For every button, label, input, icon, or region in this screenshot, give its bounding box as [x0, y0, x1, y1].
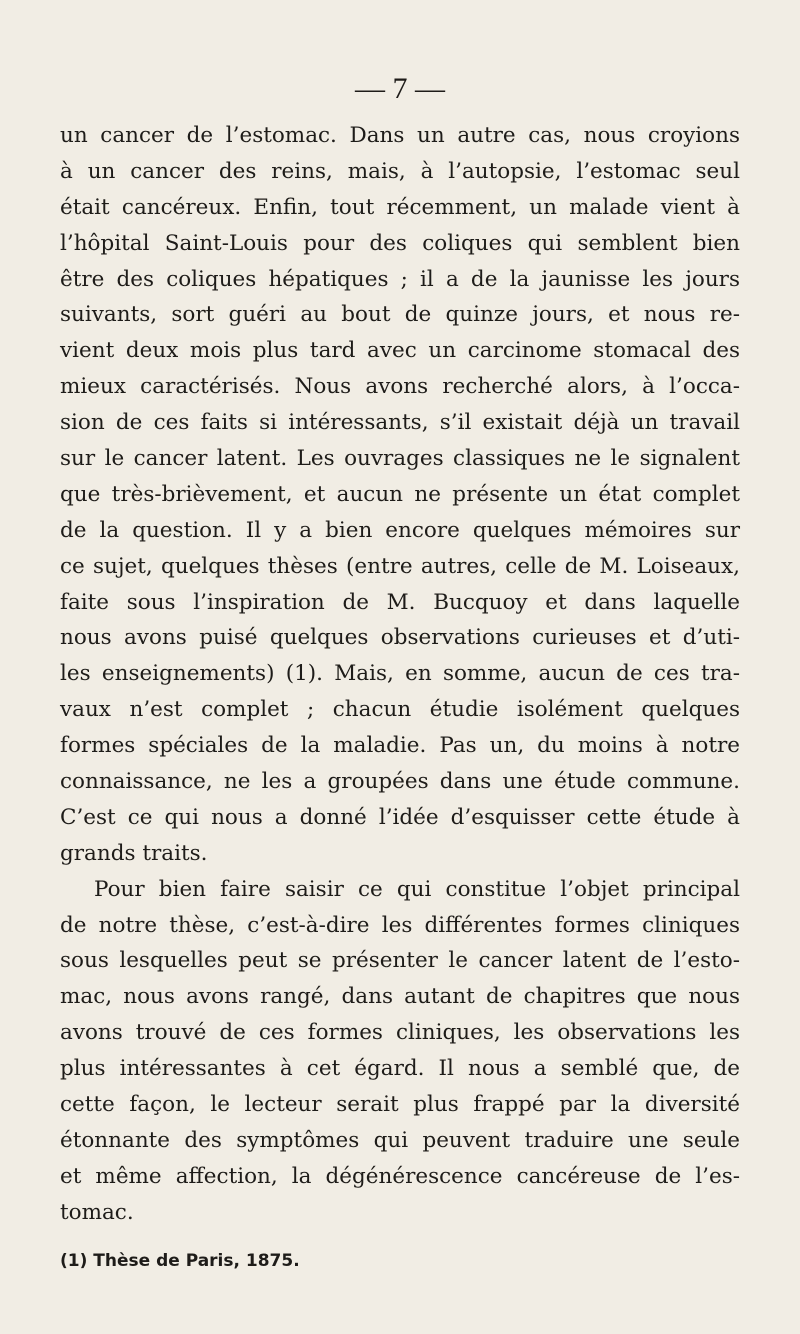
text-line: les enseignements) (1). Mais, en somme, aucun de ces tra- — [60, 661, 740, 687]
text-line: ce sujet, quelques thèses (entre autres, celle de M. Loiseaux, — [60, 553, 740, 579]
text-line: étonnante des symptômes qui peuvent traduire une seule — [60, 1127, 740, 1153]
text-line: sous lesquelles peut se présenter le cancer latent de l’esto- — [60, 948, 740, 974]
text-line: suivants, sort guéri au bout de quinze jours, et nous re- — [60, 302, 740, 328]
text-line: C’est ce qui nous a donné l’idée d’esquisser cette étude à — [60, 804, 740, 830]
text-line: sion de ces faits si intéressants, s’il existait déjà un travail — [60, 410, 740, 436]
text-line: l’hôpital Saint-Louis pour des coliques qui semblent bien — [60, 230, 740, 256]
footnote: (1) Thèse de Paris, 1875. — [60, 1251, 300, 1271]
paragraph-end-line: grands traits. — [60, 840, 208, 866]
text-line: à un cancer des reins, mais, à l’autopsie, l’estomac seul — [60, 158, 740, 184]
paragraph-start-line: Pour bien faire saisir ce qui constitue l’objet principal — [94, 876, 740, 902]
text-line: vaux n’est complet ; chacun étudie isolément quelques — [60, 697, 740, 723]
text-line: cette façon, le lecteur serait plus frappé par la diversité — [60, 1092, 740, 1118]
text-line: nous avons puisé quelques observations curieuses et d’uti- — [60, 625, 740, 651]
text-line: de notre thèse, c’est-à-dire les différentes formes cliniques — [60, 912, 740, 938]
text-line: faite sous l’inspiration de M. Bucquoy et dans laquelle — [60, 589, 740, 615]
text-line: sur le cancer latent. Les ouvrages classiques ne le signalent — [60, 446, 740, 472]
text-line: était cancéreux. Enfin, tout récemment, un malade vient à — [60, 194, 740, 220]
text-line: formes spéciales de la maladie. Pas un, du moins à notre — [60, 733, 740, 759]
page-number: — 7 — — [355, 72, 445, 105]
text-line: que très-brièvement, et aucun ne présente un état complet — [60, 481, 740, 507]
text-line: être des coliques hépatiques ; il a de la jaunisse les jours — [60, 266, 740, 292]
text-line: mieux caractérisés. Nous avons recherché alors, à l’occa- — [60, 374, 740, 400]
text-line: plus intéressantes à cet égard. Il nous a semblé que, de — [60, 1056, 740, 1082]
text-line: vient deux mois plus tard avec un carcinome stomacal des — [60, 338, 740, 364]
text-line: avons trouvé de ces formes cliniques, les observations les — [60, 1020, 740, 1046]
paragraph-end-line: tomac. — [60, 1199, 134, 1225]
text-line: et même affection, la dégénérescence cancéreuse de l’es- — [60, 1163, 740, 1189]
text-line: mac, nous avons rangé, dans autant de chapitres que nous — [60, 984, 740, 1010]
text-line: de la question. Il y a bien encore quelques mémoires sur — [60, 517, 740, 543]
text-line: un cancer de l’estomac. Dans un autre cas, nous croyions — [60, 123, 740, 148]
text-line: connaissance, ne les a groupées dans une étude commune. — [60, 769, 740, 795]
body-text — [60, 118, 740, 1231]
